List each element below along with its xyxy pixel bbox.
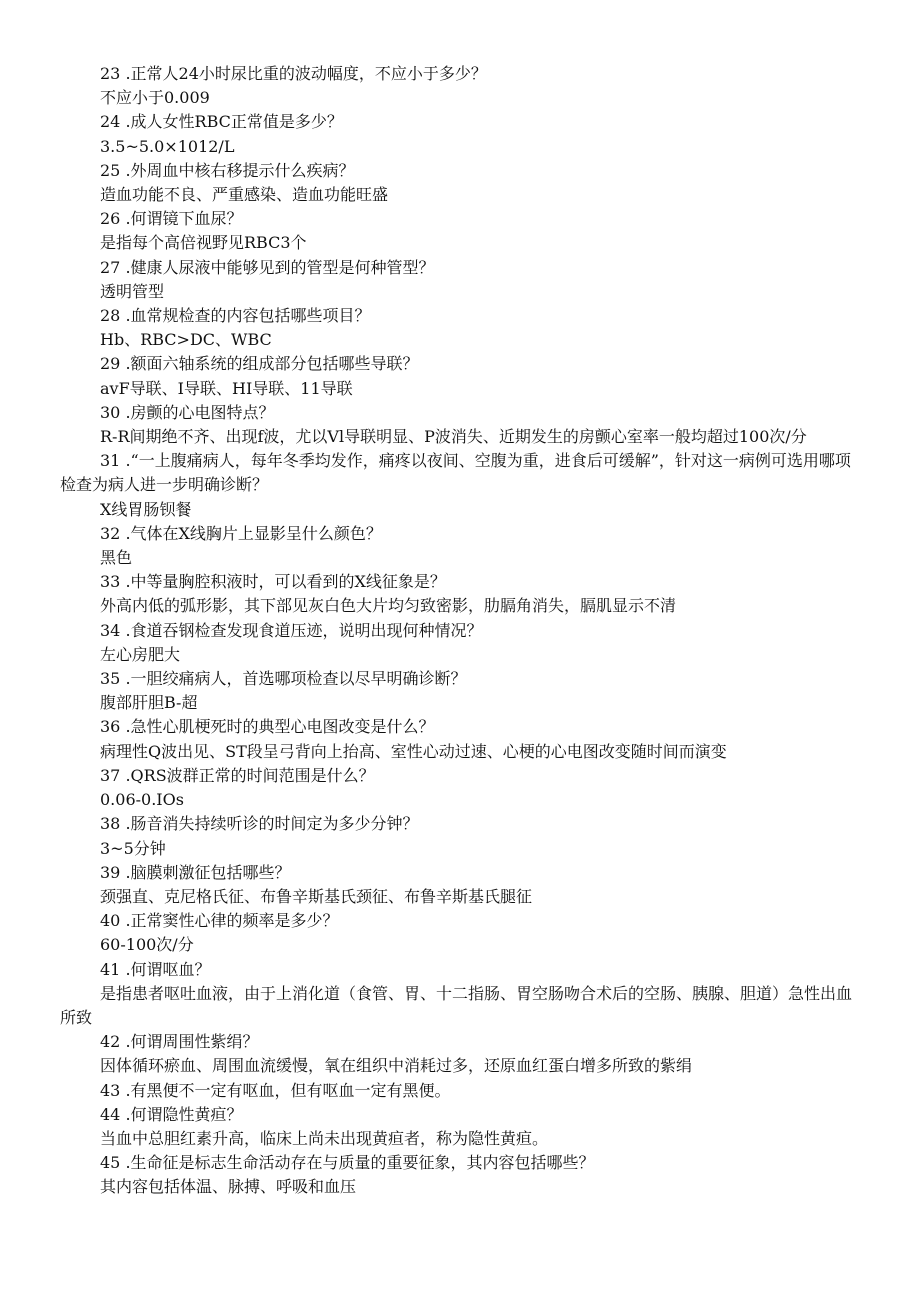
answer-line: 颈强直、克尼格氏征、布鲁辛斯基氏颈征、布鲁辛斯基氏腿征	[100, 886, 533, 906]
question-line: 39 .脑膜刺激征包括哪些？	[100, 862, 291, 882]
question-line: 35 .一胆绞痛病人，首选哪项检查以尽早明确诊断？	[100, 669, 467, 689]
question-line: 25 .外周血中核右移提示什么疾病？	[100, 160, 355, 180]
question-line: 37 .QRS波群正常的时间范围是什么？	[100, 765, 375, 785]
question-line: 31 .“一上腹痛病人，每年冬季均发作，痛疼以夜间、空腹为重，进食后可缓解”，针对这一病例可选用哪项检查为病人进一步明确诊断？	[60, 451, 851, 495]
qa-list	[60, 62, 860, 1200]
answer-line: 不应小于0.009	[100, 88, 210, 108]
answer-line: avF导联、I导联、HI导联、11导联	[100, 378, 353, 398]
question-line: 26 .何谓镜下血尿？	[100, 209, 243, 229]
answer-line: 腹部肝胆B-超	[100, 693, 198, 713]
question-line: 42 .何谓周围性紫绢？	[100, 1032, 259, 1052]
answer-line: R-R间期绝不齐、出现f波，尤以Vl导联明显、P波消失、近期发生的房颤心室率一般均超过100次/分	[100, 427, 807, 447]
answer-line: 当血中总胆红素升高，临床上尚未出现黄疸者，称为隐性黄疸。	[100, 1128, 549, 1148]
answer-line: 造血功能不良、严重感染、造血功能旺盛	[100, 185, 389, 205]
question-line: 38 .肠音消失持续听诊的时间定为多少分钟？	[100, 814, 419, 834]
answer-line: 外高内低的弧形影，其下部见灰白色大片均匀致密影，肋膈角消失，膈肌显示不清	[100, 596, 677, 616]
question-line: 36 .急性心肌梗死时的典型心电图改变是什么？	[100, 717, 435, 737]
answer-line: X线胃肠钡餐	[100, 499, 192, 519]
question-line: 40 .正常窦性心律的频率是多少？	[100, 911, 339, 931]
question-line: 45 .生命征是标志生命活动存在与质量的重要征象，其内容包括哪些？	[100, 1153, 595, 1173]
question-line: 44 .何谓隐性黄疸？	[100, 1104, 243, 1124]
question-line: 23 .正常人24小时尿比重的波动幅度，不应小于多少？	[100, 64, 487, 83]
answer-line: 3.5~5.0×1012/L	[100, 136, 235, 156]
answer-line: 3~5分钟	[100, 838, 166, 858]
answer-line: 透明管型	[100, 281, 165, 301]
question-line: 32 .气体在X线胸片上显影呈什么颜色？	[100, 523, 382, 543]
answer-line: 是指患者呕吐血液，由于上消化道（食管、胃、十二指肠、胃空肠吻合术后的空肠、胰腺、胆道）急性出血所致	[60, 983, 853, 1027]
question-line: 24 .成人女性RBC正常值是多少？	[100, 112, 343, 132]
question-line: 30 .房颤的心电图特点？	[100, 402, 275, 422]
question-line: 28 .血常规检查的内容包括哪些项目？	[100, 306, 371, 326]
question-line: 43 .有黑便不一定有呕血，但有呕血一定有黑便。	[100, 1080, 451, 1100]
answer-line: 其内容包括体温、脉搏、呼吸和血压	[100, 1177, 357, 1197]
answer-line: 0.06-0.IOs	[100, 790, 184, 810]
question-line: 27 .健康人尿液中能够见到的管型是何种管型？	[100, 257, 435, 277]
answer-line: Hb、RBC>DC、WBC	[100, 330, 272, 350]
answer-line: 是指每个高倍视野见RBC3个	[100, 233, 307, 253]
answer-line: 病理性Q波出见、ST段呈弓背向上抬高、室性心动过速、心梗的心电图改变随时间而演变	[100, 741, 727, 761]
answer-line: 黑色	[100, 548, 133, 568]
question-line: 41 .何谓呕血？	[100, 959, 211, 979]
question-line: 34 .食道吞钢检查发现食道压迹，说明出现何种情况？	[100, 620, 483, 640]
answer-line: 左心房肥大	[100, 644, 181, 664]
answer-line: 因体循环瘀血、周围血流缓慢，氧在组织中消耗过多，还原血红蛋白增多所致的紫绢	[100, 1056, 693, 1076]
question-line: 29 .额面六轴系统的组成部分包括哪些导联？	[100, 354, 419, 374]
answer-line: 60-100次/分	[100, 935, 194, 955]
question-line: 33 .中等量胸腔积液时，可以看到的X线征象是？	[100, 572, 446, 592]
